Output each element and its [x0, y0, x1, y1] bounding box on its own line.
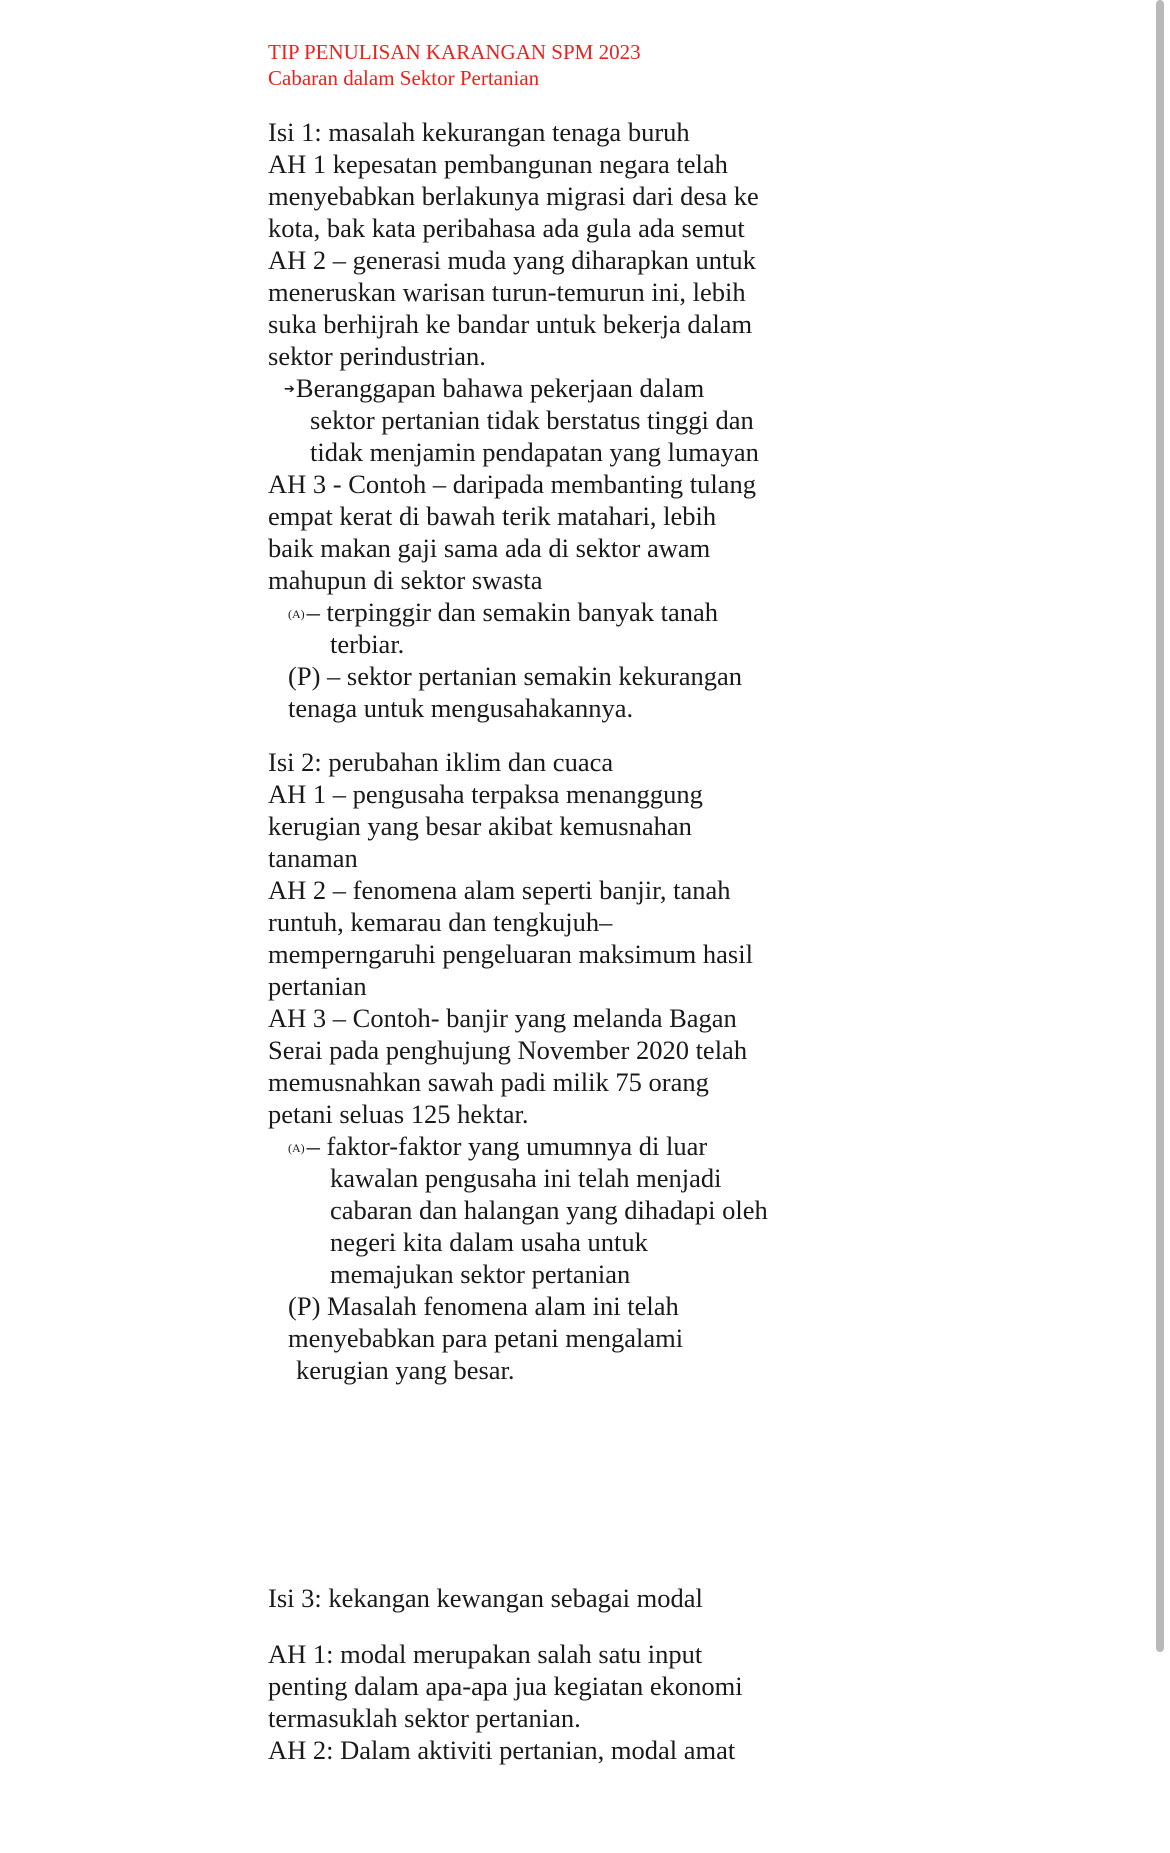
vertical-scrollbar[interactable] [1150, 0, 1170, 1853]
isi1-ah3-line: AH 3 - Contoh – daripada membanting tulang [268, 469, 756, 499]
isi2-a-point-line: negeri kita dalam usaha untuk [330, 1227, 648, 1257]
isi2-ah3-line: Serai pada penghujung November 2020 telah [268, 1035, 748, 1065]
isi3-ah1-line: termasuklah sektor pertanian. [268, 1703, 581, 1733]
a-marker: (A) [288, 607, 305, 621]
isi1-arrow-point-line: sektor pertanian tidak berstatus tinggi dan [310, 405, 754, 435]
section-spacer [268, 724, 828, 746]
isi1-arrow-point-line: tidak menjamin pendapatan yang lumayan [310, 437, 759, 467]
document-title: TIP PENULISAN KARANGAN SPM 2023 [268, 40, 641, 64]
isi2-p-point-line: menyebabkan para petani mengalami [288, 1323, 684, 1353]
isi1-ah2-line: sektor perindustrian. [268, 341, 486, 371]
isi1-arrow-point-line [268, 372, 828, 404]
isi2-a-point-line [268, 1130, 828, 1162]
isi1-arrow-point-text: Beranggapan bahawa pekerjaan dalam [295, 373, 705, 403]
isi1-ah3-line: empat kerat di bawah terik matahari, lebih [268, 501, 717, 531]
isi2-a-point-line: cabaran dan halangan yang dihadapi oleh [330, 1195, 768, 1225]
isi2-section [268, 746, 828, 1386]
isi2-p-point-line: (P) Masalah fenomena alam ini telah [288, 1291, 679, 1321]
isi2-ah1-line: tanaman [268, 843, 358, 873]
isi2-a-point-text: – faktor-faktor yang umumnya di luar [306, 1131, 708, 1161]
isi2-ah1-line: AH 1 – pengusaha terpaksa menanggung [268, 779, 703, 809]
isi2-ah3-line: memusnahkan sawah padi milik 75 orang [268, 1067, 709, 1097]
isi2-p-point-line: kerugian yang besar. [296, 1355, 515, 1385]
isi2-ah2-line: runtuh, kemarau dan tengkujuh– [268, 907, 613, 937]
isi2-a-point-line: memajukan sektor pertanian [330, 1259, 631, 1289]
scrollbar-thumb[interactable] [1156, 0, 1164, 1652]
isi2-ah1-line: kerugian yang besar akibat kemusnahan [268, 811, 692, 841]
paragraph-spacer [268, 1614, 828, 1638]
isi1-section [268, 116, 828, 724]
isi1-a-point-line: terbiar. [330, 629, 405, 659]
isi1-ah2-line: AH 2 – generasi muda yang diharapkan untuk [268, 245, 756, 275]
a-marker: (A) [288, 1141, 305, 1155]
document-body [268, 116, 828, 1766]
isi2-a-point-line: kawalan pengusaha ini telah menjadi [330, 1163, 722, 1193]
isi2-ah2-line: AH 2 – fenomena alam seperti banjir, tanah [268, 875, 731, 905]
isi1-heading: Isi 1: masalah kekurangan tenaga buruh [268, 117, 690, 147]
isi3-ah1-line: AH 1: modal merupakan salah satu input [268, 1639, 703, 1669]
isi2-ah3-line: AH 3 – Contoh- banjir yang melanda Bagan [268, 1003, 737, 1033]
isi2-heading: Isi 2: perubahan iklim dan cuaca [268, 747, 614, 777]
isi2-ah2-line: memperngaruhi pengeluaran maksimum hasil [268, 939, 753, 969]
isi1-p-point-line: (P) – sektor pertanian semakin kekurangan [288, 661, 743, 691]
isi2-ah3-line: petani seluas 125 hektar. [268, 1099, 529, 1129]
isi1-ah1-line: kota, bak kata peribahasa ada gula ada semut [268, 213, 745, 243]
isi2-ah2-line: pertanian [268, 971, 367, 1001]
isi1-ah3-line: baik makan gaji sama ada di sektor awam [268, 533, 711, 563]
isi3-ah2-line: AH 2: Dalam aktiviti pertanian, modal amat [268, 1735, 736, 1765]
isi1-ah1-line: menyebabkan berlakunya migrasi dari desa ke [268, 181, 759, 211]
isi1-ah2-line: suka berhijrah ke bandar untuk bekerja dalam [268, 309, 753, 339]
isi3-ah1-line: penting dalam apa-apa jua kegiatan ekonomi [268, 1671, 743, 1701]
document-subtitle: Cabaran dalam Sektor Pertanian [268, 66, 540, 90]
isi3-heading: Isi 3: kekangan kewangan sebagai modal [268, 1583, 703, 1613]
isi1-ah2-line: meneruskan warisan turun-temurun ini, lebih [268, 277, 746, 307]
arrow-right-icon: ➔ [284, 382, 295, 397]
isi1-ah3-line: mahupun di sektor swasta [268, 565, 543, 595]
section-spacer [268, 1386, 828, 1582]
isi1-a-point-text: – terpinggir dan semakin banyak tanah [306, 597, 719, 627]
isi1-ah1-line: AH 1 kepesatan pembangunan negara telah [268, 149, 728, 179]
isi3-section [268, 1582, 828, 1766]
isi1-a-point-line [268, 596, 828, 628]
isi1-p-point-line: tenaga untuk mengusahakannya. [288, 693, 634, 723]
